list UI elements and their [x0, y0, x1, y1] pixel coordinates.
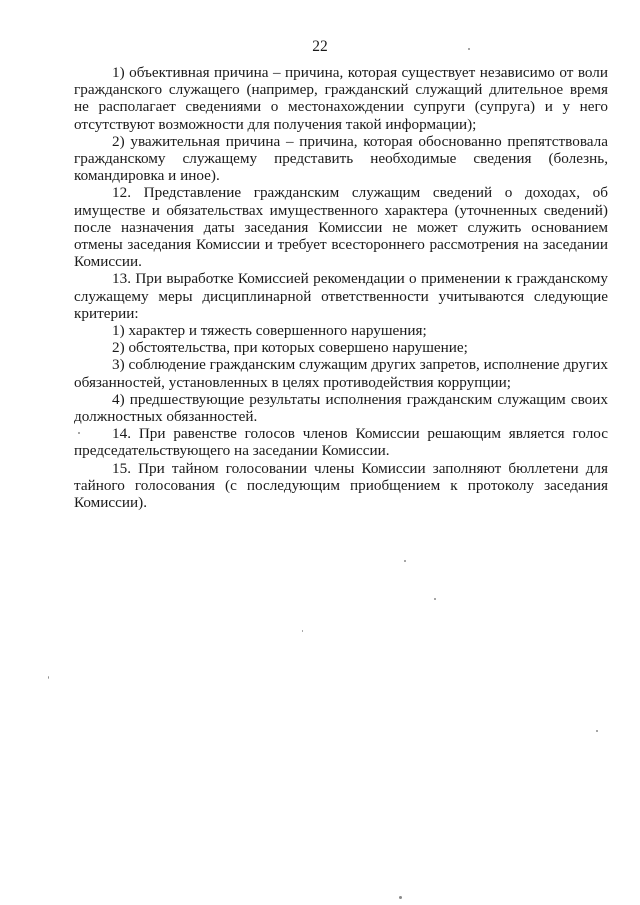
- criterion-4: 4) предшествующие результаты исполнения гражданским служащим своих должностных обязанностей.: [74, 390, 608, 426]
- criterion-2: 2) обстоятельства, при которых совершено нарушение;: [112, 339, 468, 357]
- scan-speck: [404, 560, 406, 562]
- scan-speck: [596, 730, 598, 732]
- paragraph-item-13: 13. При выработке Комиссией рекомендации о применении к гражданскому служащему меры дисциплинарной ответственности учитываются следующие критерии:: [74, 270, 608, 322]
- criterion-3: 3) соблюдение гражданским служащим других запретов, исполнение других обязанностей, установленных в целях противодействия коррупции;: [74, 356, 608, 391]
- paragraph-valid-reason: 2) уважительная причина – причина, которая обоснованно препятствовала гражданскому служащему представить необходимые сведения (болезнь, командировка и иное).: [74, 132, 608, 185]
- scan-speck: [434, 598, 436, 600]
- document-body: [74, 64, 608, 511]
- scan-speck: [399, 896, 402, 899]
- scan-speck: [78, 432, 80, 434]
- scan-speck: [48, 676, 49, 679]
- paragraph-item-15: 15. При тайном голосовании члены Комиссии заполняют бюллетени для тайного голосования (с последующим приобщением к протоколу заседания Комиссии).: [74, 459, 608, 512]
- scan-speck: [302, 630, 303, 632]
- page-number: 22: [312, 38, 328, 55]
- paragraph-item-14: 14. При равенстве голосов членов Комиссии решающим является голос председательствующего на заседании Комиссии.: [74, 425, 608, 460]
- paragraph-objective-reason: 1) объективная причина – причина, которая существует независимо от воли гражданского служащего (например, гражданский служащий длительное время не располагает сведениями о местонахождении супруги (супруга) и у него отсутствуют возможности для получения такой информации);: [74, 64, 608, 133]
- paragraph-item-12: 12. Представление гражданским служащим сведений о доходах, об имуществе и обязательствах имущественного характера (уточненных сведений) после назначения даты заседания Комиссии не может служить основанием отмены заседания Комиссии и требует всестороннего рассмотрения на заседании Комиссии.: [74, 184, 608, 271]
- criterion-1: 1) характер и тяжесть совершенного нарушения;: [112, 322, 427, 340]
- scan-speck: [468, 48, 470, 50]
